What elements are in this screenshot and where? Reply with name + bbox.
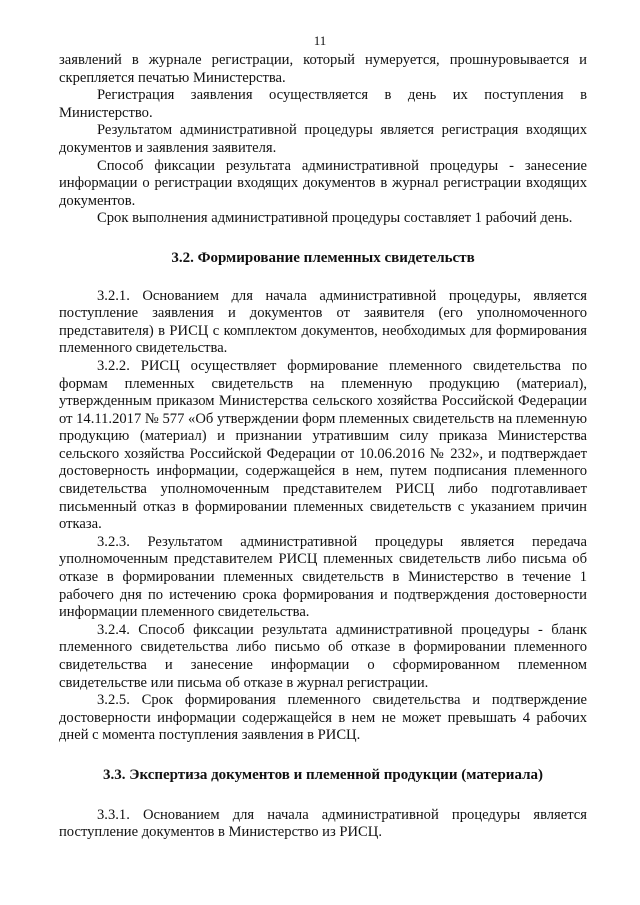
paragraph-fixation-method: Способ фиксации результата административной процедуры - занесение информации о регистрации входящих документов в журнал регистрации входящих документов. [59, 157, 587, 209]
paragraph-procedure-result: Результатом административной процедуры является регистрация входящих документов и заявления заявителя. [59, 122, 587, 156]
paragraph-3-2-3: 3.2.3. Результатом административной процедуры является передача уполномоченным представителем РИСЦ племенных свидетельств либо письма об отказе в формировании племенных свидетельств в Министерство в течение 1 рабочего дня по истечению срока формирования и подтверждения достоверности информации племенного свидетельства. [59, 533, 587, 621]
paragraph-3-3-1: 3.3.1. Основанием для начала административной процедуры является поступление документов в Министерство из РИСЦ. [59, 806, 587, 841]
paragraph-3-2-5: 3.2.5. Срок формирования племенного свидетельства и подтверждение достоверности информации содержащейся в нем не может превышать 4 рабочих дней с момента поступления заявления в РИСЦ. [59, 692, 587, 744]
paragraph-3-2-1: 3.2.1. Основанием для начала административной процедуры, является поступление заявления и документов от заявителя (его уполномоченного представителя) в РИСЦ с комплектом документов, необходимых для формирования племенного свидетельства. [59, 287, 587, 357]
paragraph-3-2-4: 3.2.4. Способ фиксации результата административной процедуры - бланк племенного свидетельства либо письмо об отказе в формировании племенного свидетельства и занесение информации о сформированном племенном свидетельстве или письма об отказе в журнал регистрации. [59, 621, 587, 691]
section-heading-3-2: 3.2. Формирование племенных свидетельств [171, 249, 475, 266]
paragraph-registration-journal: заявлений в журнале регистрации, который нумеруется, прошнуровывается и скрепляется печатью Министерства. [59, 52, 587, 86]
document-body [59, 52, 587, 842]
section-heading-3-3: 3.3. Экспертиза документов и племенной продукции (материала) [103, 766, 543, 783]
page-number: 11 [313, 33, 327, 48]
paragraph-registration-day: Регистрация заявления осуществляется в день их поступления в Министерство. [59, 87, 587, 121]
paragraph-3-2-2: 3.2.2. РИСЦ осуществляет формирование племенного свидетельства по формам племенных свидетельств на племенную продукцию (материал), утвержденным приказом Министерства сельского хозяйства Российской Федерации от 14.11.2017 № 577 «Об утверждении форм племенных свидетельств на племенную продукцию (материал) и признании утратившим силу приказа Министерства сельского хозяйства Российской Федерации от 10.06.2016 № 232», и подтверждает достоверность информации, содержащейся в нем, путем подписания племенного свидетельства уполномоченным представителем РИСЦ либо подготавливает письменный отказ в формировании племенных свидетельств с указанием причин отказа. [59, 357, 587, 533]
paragraph-procedure-term: Срок выполнения административной процедуры составляет 1 рабочий день. [97, 210, 573, 227]
